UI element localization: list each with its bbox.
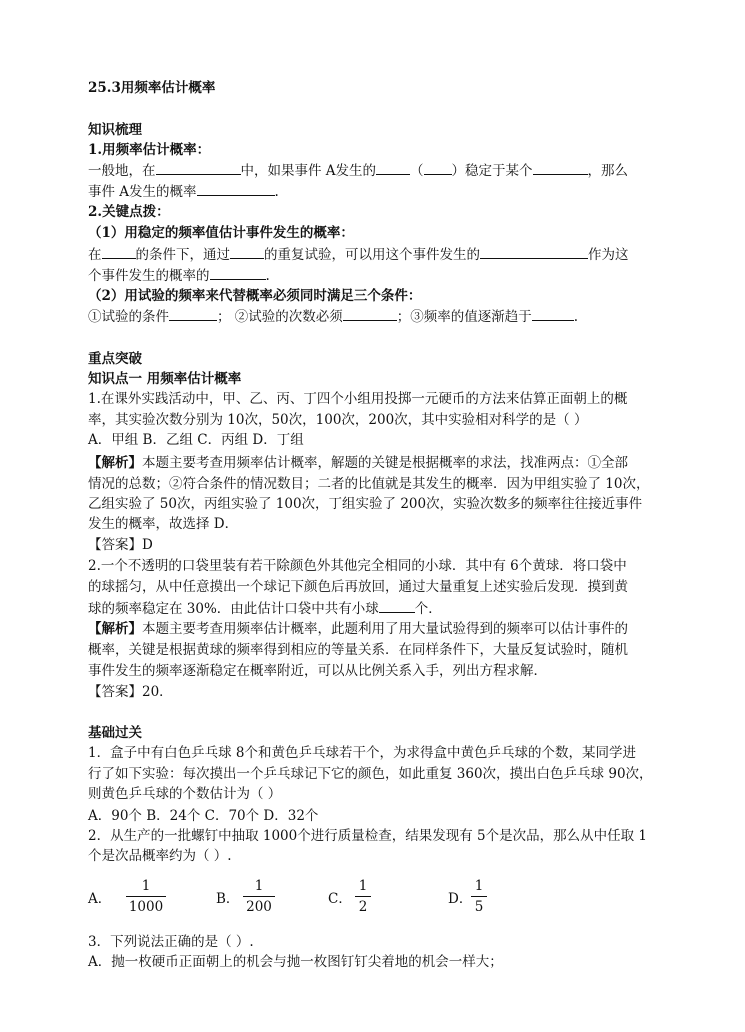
text: 在 xyxy=(88,247,102,263)
text: 个． xyxy=(414,601,442,617)
blank xyxy=(532,306,574,321)
example-2-line: 的球摇匀，从中任意摸出一个球记下颜色后再放回，通过大量重复上述实验后发现．摸到黄 xyxy=(88,579,628,595)
analysis-1-line xyxy=(88,453,628,473)
question-1-line: 则黄色乒乓球的个数估计为（ ） xyxy=(88,786,282,802)
option-a-label: A． xyxy=(88,891,112,907)
numerator: 1 xyxy=(358,878,368,894)
example-2-line xyxy=(88,598,442,619)
option-b-label: B． xyxy=(216,891,240,907)
analysis-2-line xyxy=(88,619,628,639)
blank xyxy=(169,306,217,321)
question-1-options: A．90个 B．24个 C．70个 D．32个 xyxy=(88,808,319,824)
blank xyxy=(230,244,264,259)
analysis-2-line: 概率，关键是根据黄球的频率得到相应的等量关系．在同样条件下，大量反复试验时，随机 xyxy=(88,642,628,658)
fraction-bar xyxy=(126,896,166,897)
analysis-1-line: 发生的概率，故选择 D． xyxy=(88,516,239,532)
text: 本题主要考查用频率估计概率，此题利用了用大量试验得到的频率可以估计事件的 xyxy=(142,621,628,637)
section-heading-focus: 重点突破 xyxy=(88,351,142,367)
option-d-label: D． xyxy=(448,891,473,907)
blank xyxy=(156,160,241,175)
analysis-1-line: 情况的总数；②符合条件的情况数目；二者的比值就是其发生的概率．因为甲组实验了 10次， xyxy=(88,476,650,492)
denominator: 2 xyxy=(358,899,368,915)
fraction-option-d xyxy=(471,877,487,916)
text: . xyxy=(573,309,579,325)
analysis-1-line: 乙组实验了 50次，丙组实验了 100次，丁组实验了 200次，实验次数多的频率往往接近事件 xyxy=(88,496,643,512)
text: . xyxy=(265,268,270,284)
denominator: 5 xyxy=(474,899,484,915)
example-2-line: 2.一个不透明的口袋里装有若干除颜色外其他完全相同的小球．其中有 6个黄球．将口袋中 xyxy=(88,558,627,574)
blank xyxy=(424,160,452,175)
point-1-title: 1.用频率估计概率： xyxy=(88,142,211,158)
question-2-line: 2．从生产的一批螺钉中抽取 1000个进行质量检查，结果发现有 5个是次品，那么从中任取 1 xyxy=(88,828,647,844)
point-2-line-3 xyxy=(88,306,578,327)
option-c-label: C． xyxy=(328,891,352,907)
point-2-line-1 xyxy=(88,244,629,265)
question-1-line: 1．盒子中有白色乒乓球 8个和黄色乒乓球若干个，为求得盒中黄色乒乓球的个数，某同学进 xyxy=(88,745,636,761)
text: 球的频率稳定在 30%．由此估计口袋中共有小球 xyxy=(88,601,379,617)
answer-2: 【答案】20． xyxy=(88,684,173,700)
section-heading-basics: 基础过关 xyxy=(88,725,142,741)
text: ；③频率的值逐渐趋于 xyxy=(396,309,532,325)
text: . xyxy=(274,184,279,200)
point-2-sub-2: （2）用试验的频率来代替概率必须同时满足三个条件： xyxy=(88,288,422,304)
text: 作为这 xyxy=(588,247,629,263)
blank xyxy=(197,181,275,196)
numerator: 1 xyxy=(254,878,264,894)
denominator: 200 xyxy=(246,899,272,915)
question-3-line: 3．下列说法正确的是（ ）. xyxy=(88,934,254,950)
knowledge-point-title: 知识点一 用频率估计概率 xyxy=(88,371,242,387)
blank xyxy=(343,306,397,321)
text: 中，如果事件 A发生的 xyxy=(240,163,377,179)
denominator: 1000 xyxy=(128,899,164,915)
blank xyxy=(480,244,588,259)
text: 一般地，在 xyxy=(88,163,156,179)
example-1-line: 率，其实验次数分别为 10次，50次，100次，200次，其中实验相对科学的是（ ） xyxy=(88,412,588,428)
analysis-label: 【解析】 xyxy=(88,621,142,637)
point-1-line-1 xyxy=(88,160,628,181)
fraction-option-b xyxy=(243,877,275,916)
doc-title: 25.3用频率估计概率 xyxy=(88,80,216,96)
fraction-bar xyxy=(471,896,487,897)
blank xyxy=(376,160,410,175)
text: 本题主要考查用频率估计概率，解题的关键是根据概率的求法，找准两点：①全部 xyxy=(142,455,628,471)
blank xyxy=(210,265,266,280)
numerator: 1 xyxy=(141,878,151,894)
fraction-option-a xyxy=(126,877,166,916)
text: （ xyxy=(410,163,424,179)
text: ①试验的条件 xyxy=(88,309,169,325)
point-2-title: 2.关键点拨： xyxy=(88,204,170,220)
fraction-option-c xyxy=(355,877,371,916)
text: ； ②试验的次数必须 xyxy=(217,309,343,325)
analysis-2-line: 事件发生的频率逐渐稳定在概率附近，可以从比例关系入手，列出方程求解． xyxy=(88,663,547,679)
text: ）稳定于某个 xyxy=(451,163,533,179)
section-heading-knowledge: 知识梳理 xyxy=(88,122,142,138)
point-2-sub-1: （1）用稳定的频率值估计事件发生的概率： xyxy=(88,225,354,241)
question-1-line: 行了如下实验：每次摸出一个乒乓球记下它的颜色，如此重复 360次，摸出白色乒乓球 90次， xyxy=(88,766,653,782)
text: 的重复试验，可以用这个事件发生的 xyxy=(264,247,480,263)
blank xyxy=(533,160,588,175)
example-1-line: 1.在课外实践活动中，甲、乙、丙、丁四个小组用投掷一元硬币的方法来估算正面朝上的概 xyxy=(88,391,628,407)
text: 个事件发生的概率的 xyxy=(88,268,210,284)
fraction-bar xyxy=(243,896,275,897)
text: 事件 A发生的概率 xyxy=(88,184,197,200)
point-2-line-2 xyxy=(88,265,270,286)
blank xyxy=(102,244,136,259)
blank xyxy=(379,598,415,613)
question-3-option-a: A．抛一枚硬币正面朝上的机会与抛一枚图钉钉尖着地的机会一样大； xyxy=(88,954,503,970)
text: 的条件下，通过 xyxy=(135,247,230,263)
question-2-line: 个是次品概率约为（ ）. xyxy=(88,848,232,864)
text: ，那么 xyxy=(587,163,629,179)
point-1-line-2 xyxy=(88,181,279,202)
numerator: 1 xyxy=(474,878,484,894)
analysis-label: 【解析】 xyxy=(88,455,142,471)
example-1-options: A．甲组 B．乙组 C．丙组 D．丁组 xyxy=(88,432,304,448)
answer-1: 【答案】D xyxy=(88,537,153,553)
fraction-bar xyxy=(355,896,371,897)
